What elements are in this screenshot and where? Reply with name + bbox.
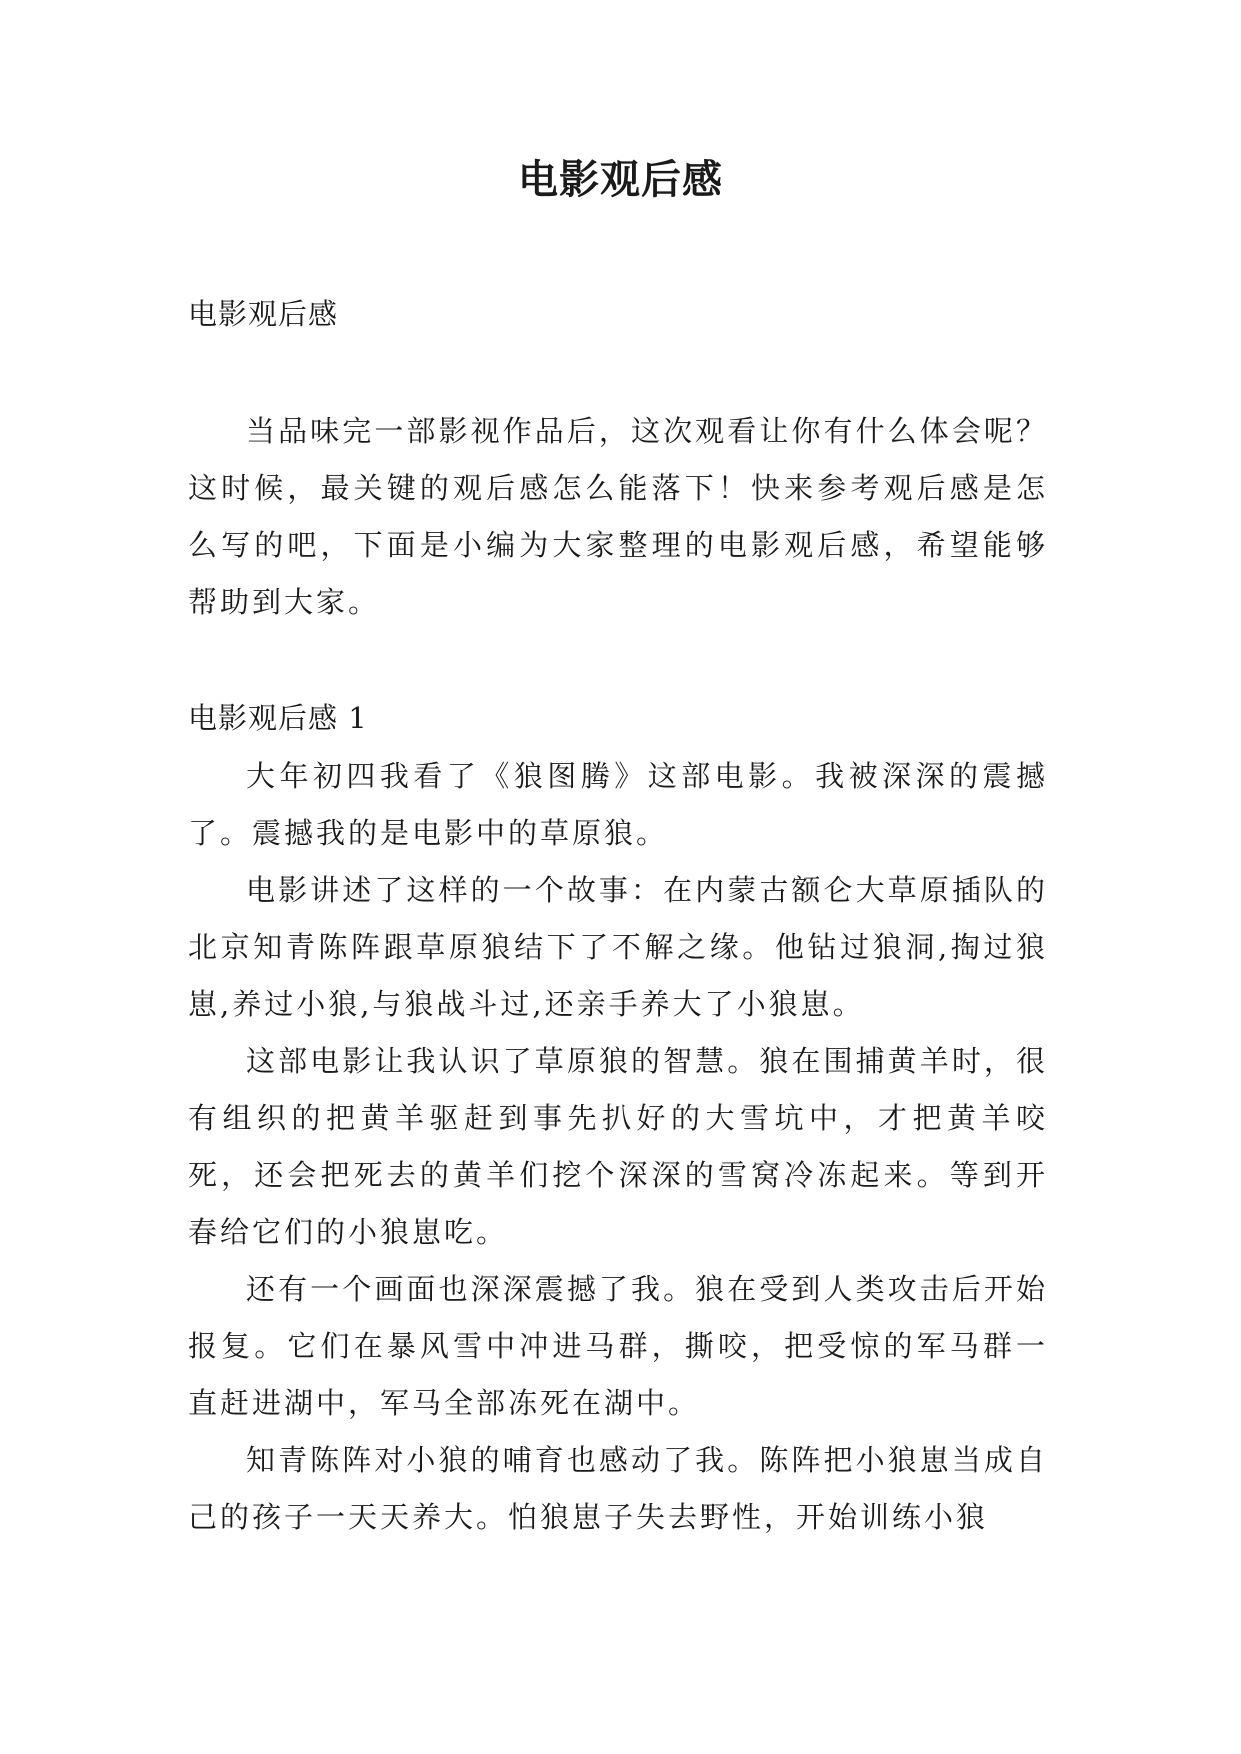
section-body	[188, 748, 1048, 1546]
section-heading: 电影观后感 1	[188, 701, 368, 735]
document-title: 电影观后感	[518, 157, 723, 203]
intro-block	[188, 403, 1048, 631]
paragraph-3: 这部电影让我认识了草原狼的智慧。狼在围捕黄羊时，很有组织的把黄羊驱赶到事先扒好的大雪坑中，才把黄羊咬死，还会把死去的黄羊们挖个深深的雪窝冷冻起来。等到开春给它们的小狼崽吃。	[188, 1044, 1048, 1249]
paragraph-1: 大年初四我看了《狼图腾》这部电影。我被深深的震撼了。震撼我的是电影中的草原狼。	[188, 759, 1048, 850]
paragraph-5: 知青陈阵对小狼的哺育也感动了我。陈阵把小狼崽当成自己的孩子一天天养大。怕狼崽子失去野性，开始训练小狼	[188, 1443, 1048, 1534]
paragraph-4: 还有一个画面也深深震撼了我。狼在受到人类攻击后开始报复。它们在暴风雪中冲进马群，撕咬，把受惊的军马群一直赶进湖中，军马全部冻死在湖中。	[188, 1272, 1048, 1420]
intro-paragraph: 当品味完一部影视作品后，这次观看让你有什么体会呢？这时候，最关键的观后感怎么能落下！快来参考观后感是怎么写的吧，下面是小编为大家整理的电影观后感，希望能够帮助到大家。	[188, 414, 1048, 619]
paragraph-2: 电影讲述了这样的一个故事：在内蒙古额仑大草原插队的北京知青陈阵跟草原狼结下了不解之缘。他钻过狼洞,掏过狼崽,养过小狼,与狼战斗过,还亲手养大了小狼崽。	[188, 873, 1048, 1021]
document-subtitle: 电影观后感	[188, 297, 339, 331]
